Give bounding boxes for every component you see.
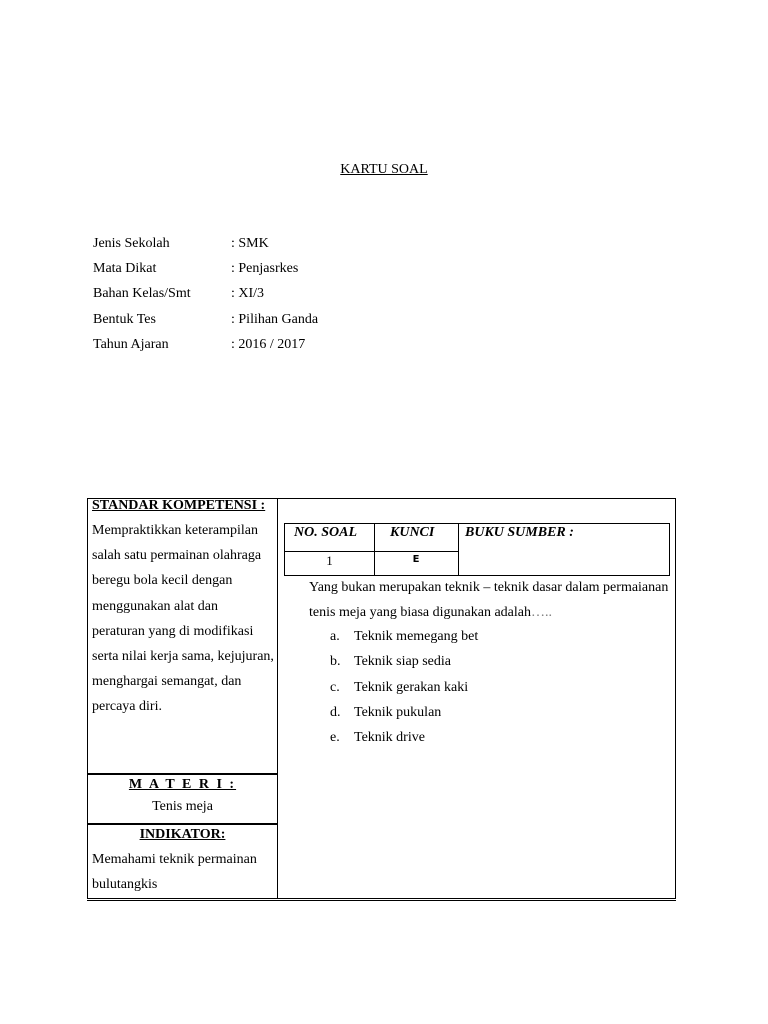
answer-option-e [330,725,478,750]
standar-kompetensi-heading: STANDAR KOMPETENSI : [92,498,266,513]
info-label-jenis-sekolah: Jenis Sekolah [93,236,170,251]
option-letter: a. [330,629,340,644]
materi-heading: M A T E R I : [128,777,237,792]
info-label-tahun-ajaran: Tahun Ajaran [93,337,169,352]
option-letter: d. [330,704,341,720]
buku-sumber-header: BUKU SUMBER : [465,525,574,540]
question-text [309,575,669,625]
question-info-table [284,523,670,576]
indikator-text: Memahami teknik permainan bulutangkis [92,852,257,892]
info-label-mata-dikat: Mata Dikat [93,261,157,276]
info-value-tahun-ajaran: : 2016 / 2017 [231,337,306,352]
card-bottom-rule [87,900,676,901]
kunci-value: E [412,554,420,565]
question-ellipsis: ….. [530,605,552,620]
indikator-box [87,824,278,899]
standar-kompetensi-text: Mempraktikkan keterampilan salah satu permainan olahraga beregu bola kecil dengan menggunakan alat dan peraturan yang di modifikasi serta nilai kerja sama, kejujuran, menghargai semangat, dan percaya diri. [92,523,274,715]
standar-kompetensi-box [87,498,278,774]
table-divider [374,524,375,575]
option-letter: e. [330,730,340,746]
answer-option-c [330,675,478,700]
option-text: Teknik memegang bet [354,629,479,644]
answer-options [330,624,478,750]
answer-option-d [330,700,478,725]
option-text: Teknik drive [354,730,425,746]
answer-option-b [330,649,478,674]
option-text: Teknik siap sedia [354,654,451,670]
indikator-heading: INDIKATOR: [139,827,226,842]
table-divider [458,524,459,575]
option-text: Teknik gerakan kaki [354,679,469,695]
no-soal-value: 1 [326,553,333,568]
question-body: Yang bukan merupakan teknik – teknik dasar dalam permaianan tenis meja yang biasa digunakan adalah [309,580,669,620]
info-label-bahan-kelas: Bahan Kelas/Smt [93,286,191,301]
option-letter: b. [330,654,341,670]
materi-box [87,774,278,824]
option-letter: c. [330,679,340,695]
info-value-jenis-sekolah: : SMK [231,236,269,251]
no-soal-header: NO. SOAL [294,525,358,540]
table-row-divider [285,551,458,552]
info-value-bahan-kelas: : XI/3 [231,286,265,301]
info-value-mata-dikat: : Penjasrkes [231,261,299,276]
card-left-column [87,498,278,899]
info-value-bentuk-tes: : Pilihan Ganda [231,312,319,327]
info-label-bentuk-tes: Bentuk Tes [93,312,156,327]
kunci-header: KUNCI [390,525,435,540]
page-title: KARTU SOAL [340,162,428,177]
materi-value: Tenis meja [152,799,213,814]
answer-option-a [330,624,478,649]
option-text: Teknik pukulan [354,704,442,720]
